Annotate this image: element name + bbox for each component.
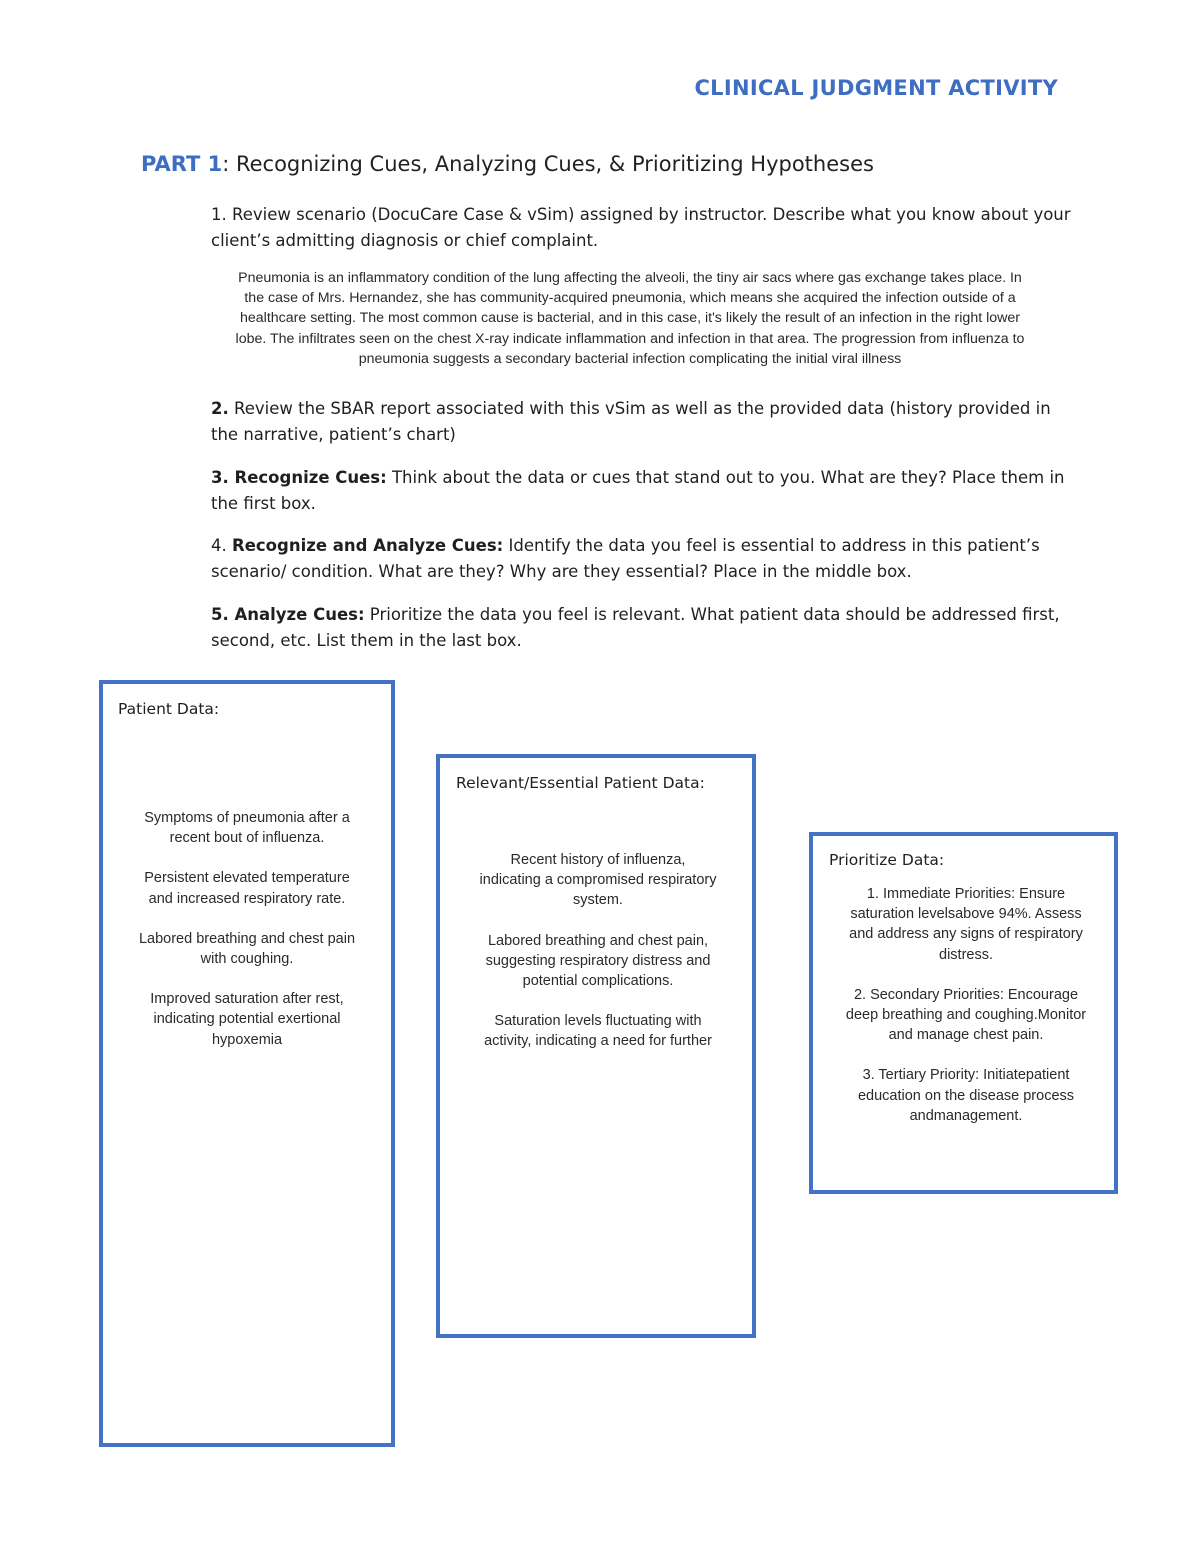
relevant-data-box — [436, 754, 756, 1338]
question-2 — [211, 396, 1081, 448]
relevant-data-content — [478, 850, 718, 1072]
question-3-heading: 3. Recognize Cues: — [211, 468, 387, 487]
question-5-text: Prioritize the data you feel is relevant. What patient data should be addressed first, second, etc. List them in the last box. — [211, 605, 1060, 650]
list-item: Saturation levels fluctuating with activity, indicating a need for further — [484, 1013, 712, 1050]
part-label: PART 1 — [141, 152, 223, 176]
question-3-text: Think about the data or cues that stand out to you. What are they? Place them in the first box. — [211, 468, 1065, 513]
list-item: Labored breathing and chest pain, suggesting respiratory distress and potential complications. — [485, 932, 711, 990]
list-item: Labored breathing and chest pain with coughing. — [138, 930, 356, 968]
question-2-number: 2. — [211, 399, 229, 418]
list-item: Persistent elevated temperature and increased respiratory rate. — [144, 870, 350, 907]
question-4-heading: Recognize and Analyze Cues: — [232, 536, 504, 555]
part-title — [141, 152, 1101, 176]
list-item: Improved saturation after rest, indicating potential exertional hypoxemia — [150, 991, 344, 1048]
question-2-text: Review the SBAR report associated with this vSim as well as the provided data (history provided in the narrative, patient’s chart) — [211, 399, 1051, 444]
question-1: 1. Review scenario (DocuCare Case & vSim) assigned by instructor. Describe what you know about your client’s admitting diagnosis or chief complaint. — [211, 205, 1071, 250]
prioritize-data-box — [809, 832, 1118, 1194]
question-5-heading: 5. Analyze Cues: — [211, 605, 365, 624]
question-3 — [211, 465, 1081, 517]
patient-data-content — [131, 808, 363, 1070]
question-4-text: Identify the data you feel is essential to address in this patient’s scenario/ condition. What are they? Why are they essential? Place in the middle box. — [211, 536, 1040, 581]
list-item: 1. Immediate Priorities: Ensure saturation levelsabove 94%. Assess and address any signs of respiratory distress. — [849, 886, 1083, 963]
relevant-data-label: Relevant/Essential Patient Data: — [456, 774, 705, 792]
prioritize-data-label: Prioritize Data: — [829, 851, 945, 869]
list-item: Recent history of influenza, indicating a compromised respiratory system. — [479, 852, 717, 909]
list-item: 2. Secondary Priorities: Encourage deep breathing and coughing.Monitor and manage chest pain. — [845, 986, 1087, 1044]
patient-data-box — [99, 680, 395, 1447]
question-4-number: 4. — [211, 536, 232, 555]
patient-data-label: Patient Data: — [118, 700, 220, 718]
prioritize-data-content — [843, 884, 1089, 1146]
document-header-title: CLINICAL JUDGMENT ACTIVITY — [694, 76, 1058, 100]
question-5 — [211, 602, 1081, 654]
list-item: 3. Tertiary Priority: Initiatepatient education on the disease process andmanagement. — [857, 1067, 1075, 1124]
question-1-answer: Pneumonia is an inflammatory condition of the lung affecting the alveoli, the tiny air sacs where gas exchange takes place. In the case of Mrs. Hernandez, she has community-acquired pneumonia, which means she acquired the infection outside of a healthcare setting. The most common cause is bacterial, and in this case, it's likely the result of an infection in the right lower lobe. The infiltrates seen on the chest X-ray indicate inflammation and infection in that area. The progression from influenza to pneumonia suggests a secondary bacterial infection complicating the initial viral illness — [235, 270, 1025, 367]
question-4 — [211, 533, 1081, 585]
list-item: Symptoms of pneumonia after a recent bout of influenza. — [144, 810, 350, 847]
part-heading: : Recognizing Cues, Analyzing Cues, & Prioritizing Hypotheses — [222, 152, 874, 176]
